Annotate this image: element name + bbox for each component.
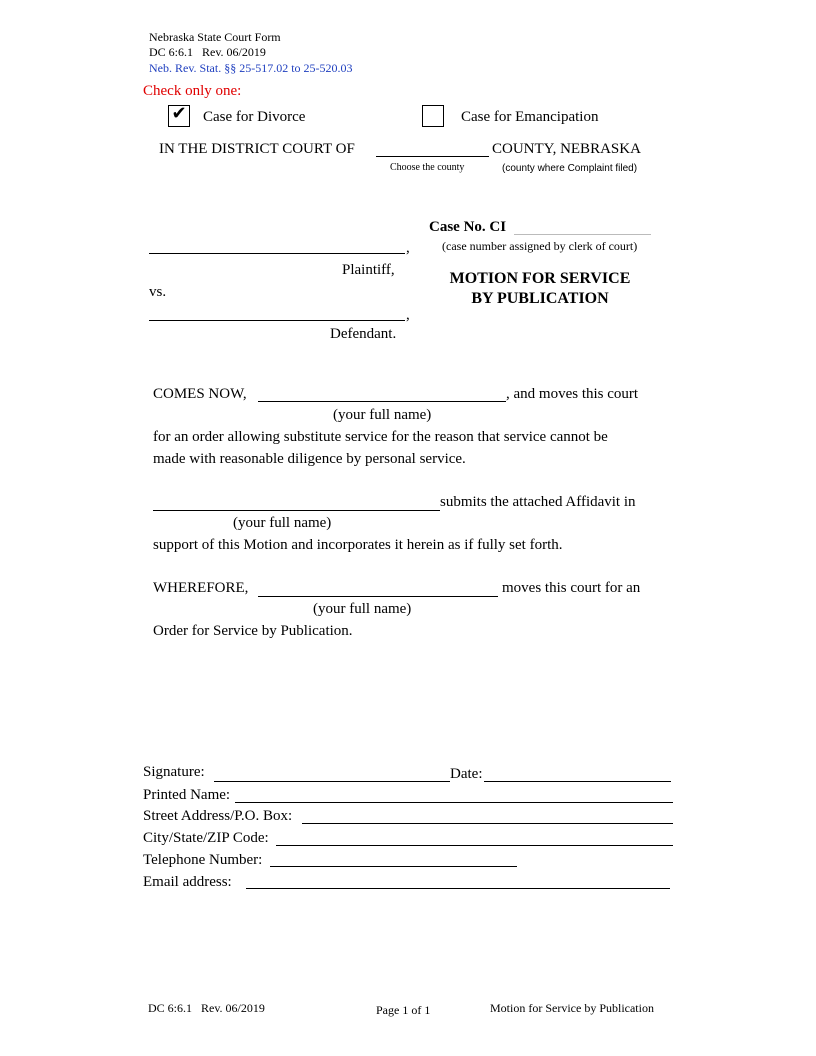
case-no-label: Case No. CI xyxy=(429,219,507,235)
p2-line2: support of this Motion and incorporates it herein as if fully set forth. xyxy=(153,537,563,553)
footer-form-id: DC 6:6.1 Rev. 06/2019 xyxy=(148,1001,265,1015)
movant-name-field-2[interactable] xyxy=(153,510,440,511)
p3-name-hint: (your full name) xyxy=(313,601,412,617)
email-field[interactable] xyxy=(246,888,670,889)
check-instruction: Check only one: xyxy=(143,83,242,99)
p1-line2: for an order allowing substitute service for the reason that service cannot be xyxy=(153,429,608,445)
city-state-zip-field[interactable] xyxy=(276,845,673,846)
case-no-field[interactable] xyxy=(514,234,651,235)
date-label: Date: xyxy=(450,766,483,782)
printed-name-label: Printed Name: xyxy=(143,787,231,803)
county-field[interactable] xyxy=(376,156,489,157)
signature-field[interactable] xyxy=(214,781,450,782)
emancipation-label: Case for Emancipation xyxy=(461,109,599,125)
p2-end-text: submits the attached Affidavit in xyxy=(440,494,636,510)
plaintiff-comma: , xyxy=(406,240,410,256)
p3-line2: Order for Service by Publication. xyxy=(153,623,353,639)
p1-name-hint: (your full name) xyxy=(333,407,432,423)
court-prefix: IN THE DISTRICT COURT OF xyxy=(159,141,355,157)
plaintiff-label: Plaintiff, xyxy=(342,262,395,278)
emancipation-checkbox[interactable] xyxy=(422,105,444,127)
county-note: (county where Complaint filed) xyxy=(502,163,638,174)
city-state-zip-label: City/State/ZIP Code: xyxy=(143,830,269,846)
county-field-hint: Choose the county xyxy=(390,162,465,173)
plaintiff-name-field[interactable] xyxy=(149,253,405,254)
p1-end-text: , and moves this court xyxy=(506,386,639,402)
footer-title: Motion for Service by Publication xyxy=(490,1001,654,1015)
p1-line3: made with reasonable diligence by personal service. xyxy=(153,451,466,467)
footer-page-number: Page 1 of 1 xyxy=(376,1003,431,1017)
court-suffix: COUNTY, NEBRASKA xyxy=(492,141,641,157)
p2-name-hint: (your full name) xyxy=(233,515,332,531)
p3-end-text: moves this court for an xyxy=(502,580,641,596)
email-label: Email address: xyxy=(143,874,232,890)
versus-label: vs. xyxy=(149,284,167,300)
document-title-line1: MOTION FOR SERVICE xyxy=(449,270,631,287)
case-no-note: (case number assigned by clerk of court) xyxy=(442,239,638,253)
signature-label: Signature: xyxy=(143,764,205,780)
movant-name-field-1[interactable] xyxy=(258,401,506,402)
movant-name-field-3[interactable] xyxy=(258,596,498,597)
printed-name-field[interactable] xyxy=(235,802,673,803)
street-address-field[interactable] xyxy=(302,823,673,824)
defendant-name-field[interactable] xyxy=(149,320,405,321)
telephone-label: Telephone Number: xyxy=(143,852,263,868)
wherefore-label: WHEREFORE, xyxy=(153,580,249,596)
street-address-label: Street Address/P.O. Box: xyxy=(143,808,293,824)
document-title-line2: BY PUBLICATION xyxy=(471,290,609,307)
comes-now-label: COMES NOW, xyxy=(153,386,247,402)
form-name: Nebraska State Court Form xyxy=(149,30,281,44)
defendant-label: Defendant. xyxy=(330,326,397,342)
defendant-comma: , xyxy=(406,307,410,323)
divorce-label: Case for Divorce xyxy=(203,109,306,125)
form-id: DC 6:6.1 Rev. 06/2019 xyxy=(149,45,266,59)
divorce-checkbox[interactable] xyxy=(168,105,190,127)
date-field[interactable] xyxy=(484,781,671,782)
checkmark-icon: ✔ xyxy=(171,103,187,124)
telephone-field[interactable] xyxy=(270,866,517,867)
statute-reference: Neb. Rev. Stat. §§ 25-517.02 to 25-520.03 xyxy=(149,61,353,75)
